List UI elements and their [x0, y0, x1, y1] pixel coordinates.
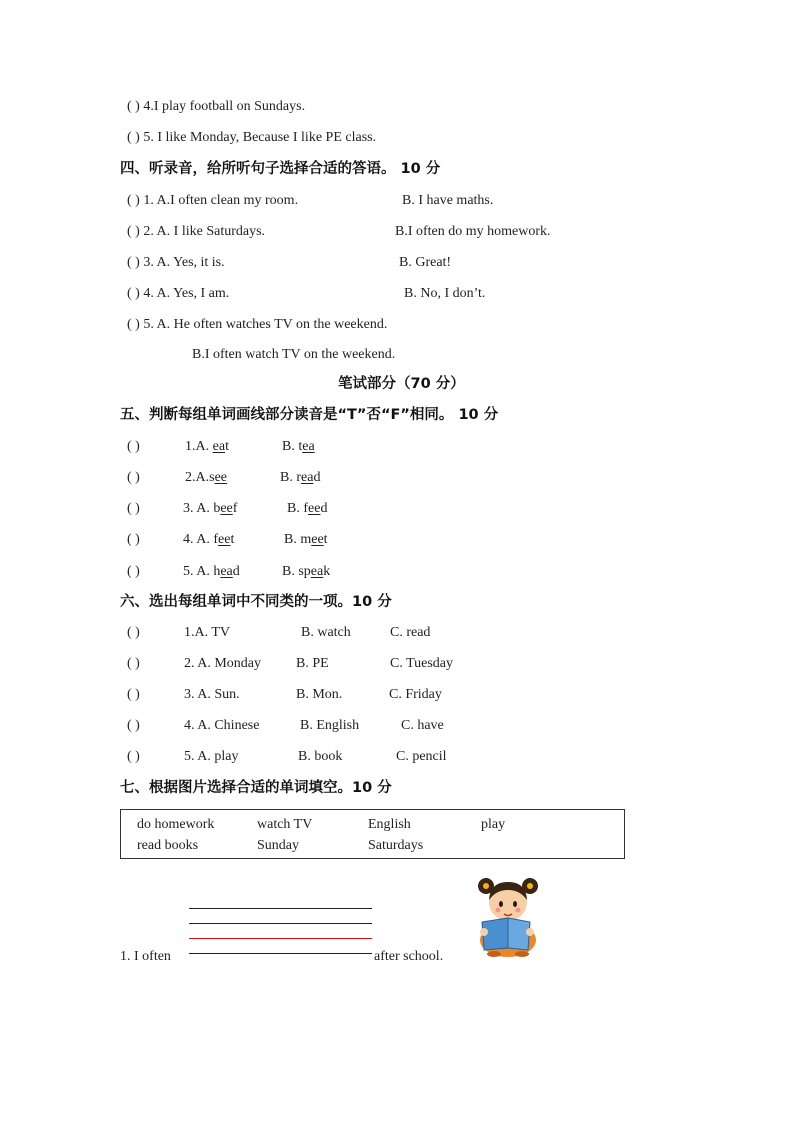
option-b: B. meet — [284, 532, 328, 547]
answer-paren[interactable]: ( ) — [127, 193, 140, 208]
s5-item-5 — [127, 563, 527, 581]
answer-paren[interactable]: ( ) — [127, 470, 140, 485]
option-b: B. Mon. — [296, 687, 343, 702]
option-a: 2. A. Monday — [184, 656, 261, 671]
s4-item-3 — [127, 254, 727, 272]
answer-paren[interactable]: ( ) — [127, 224, 140, 239]
answer-paren[interactable]: ( ) — [127, 718, 140, 733]
s3-item-5 — [127, 129, 376, 147]
section6-heading: 六、选出每组单词中不同类的一项。10 分 — [120, 594, 392, 610]
word-bank-item: play — [481, 817, 506, 832]
s4-item-4 — [127, 285, 727, 303]
s6-item-3 — [127, 686, 527, 704]
s6-item-4 — [127, 717, 527, 735]
s5-item-2 — [127, 469, 527, 487]
s5-item-4 — [127, 531, 527, 549]
s4-item-1 — [127, 192, 727, 210]
reading-child-illustration — [472, 874, 544, 958]
section4-heading: 四、听录音，给所听句子选择合适的答语。 10 分 — [120, 161, 441, 177]
option-b: B. English — [300, 718, 360, 733]
option-b: B. I have maths. — [402, 193, 494, 208]
writing-guide-line-3 — [189, 938, 372, 939]
option-b: B. speak — [282, 564, 331, 579]
word-bank-item: read books — [137, 838, 199, 853]
option-a: 4. A. Chinese — [184, 718, 260, 733]
option-a: 2. A. I like Saturdays. — [143, 224, 266, 239]
answer-paren[interactable]: ( ) — [127, 564, 140, 579]
option-b: B. book — [298, 749, 343, 764]
word-bank-item: Saturdays — [368, 838, 424, 853]
option-b: B. read — [280, 470, 321, 485]
option-c: C. pencil — [396, 749, 447, 764]
option-a: 3. A. Yes, it is. — [143, 255, 225, 270]
s4-item-5 — [127, 316, 727, 334]
option-a: 1.A. TV — [184, 625, 231, 640]
section7-heading: 七、根据图片选择合适的单词填空。10 分 — [120, 780, 392, 796]
word-bank-item: watch TV — [257, 817, 313, 832]
option-b: B.I often do my homework. — [395, 224, 551, 239]
option-a: 3. A. Sun. — [184, 687, 240, 702]
s3-item-4 — [127, 98, 305, 116]
s6-item-1 — [127, 624, 527, 642]
option-a: 4. A. feet — [183, 532, 235, 547]
option-b: B. No, I don’t. — [404, 286, 486, 301]
option-b: B. watch — [301, 625, 351, 640]
q7-1-suffix: after school. — [374, 949, 444, 964]
word-bank-item: Sunday — [257, 838, 299, 853]
word-bank-item: do homework — [137, 817, 215, 832]
option-c: C. Friday — [389, 687, 442, 702]
option-a: 3. A. beef — [183, 501, 238, 516]
option-b: B. tea — [282, 439, 315, 454]
option-a: 4. A. Yes, I am. — [143, 286, 230, 301]
option-c: C. read — [390, 625, 431, 640]
option-a: 2.A.see — [185, 470, 227, 485]
s5-item-3 — [127, 500, 527, 518]
sentence: 4.I play football on Sundays. — [143, 99, 306, 114]
word-bank-item: English — [368, 817, 411, 832]
q7-1-prefix: 1. I often — [120, 949, 171, 964]
option-a: 1.A. eat — [185, 439, 229, 454]
writing-guide-line-2 — [189, 923, 372, 924]
answer-paren[interactable]: ( ) — [127, 286, 140, 301]
answer-paren[interactable]: ( ) — [127, 99, 140, 114]
word-bank-box — [120, 809, 625, 859]
option-a: 5. A. He often watches TV on the weekend. — [143, 317, 388, 332]
option-b: B. feed — [287, 501, 328, 516]
answer-paren[interactable]: ( ) — [127, 317, 140, 332]
option-a: 5. A. head — [183, 564, 240, 579]
s4-item-2 — [127, 223, 727, 241]
option-a: 5. A. play — [184, 749, 239, 764]
s6-item-5 — [127, 748, 527, 766]
s4-item-5-option-b: B.I often watch TV on the weekend. — [192, 347, 396, 362]
writing-guide-line-1 — [189, 908, 372, 909]
section5-heading: 五、判断每组单词画线部分读音是“T”否“F”相同。 10 分 — [120, 407, 499, 423]
s5-item-1 — [127, 438, 527, 456]
option-c: C. Tuesday — [390, 656, 454, 671]
writing-guide-line-4[interactable] — [189, 953, 372, 954]
option-a: 1. A.I often clean my room. — [143, 193, 299, 208]
answer-paren[interactable]: ( ) — [127, 501, 140, 516]
written-part-title: 笔试部分（70 分） — [338, 376, 465, 392]
option-c: C. have — [401, 718, 444, 733]
answer-paren[interactable]: ( ) — [127, 130, 140, 145]
answer-paren[interactable]: ( ) — [127, 255, 140, 270]
s6-item-2 — [127, 655, 527, 673]
answer-paren[interactable]: ( ) — [127, 687, 140, 702]
sentence: 5. I like Monday, Because I like PE class. — [143, 130, 377, 145]
option-b: B. PE — [296, 656, 329, 671]
answer-paren[interactable]: ( ) — [127, 656, 140, 671]
answer-paren[interactable]: ( ) — [127, 439, 140, 454]
answer-paren[interactable]: ( ) — [127, 625, 140, 640]
answer-paren[interactable]: ( ) — [127, 532, 140, 547]
answer-paren[interactable]: ( ) — [127, 749, 140, 764]
option-b: B. Great! — [399, 255, 452, 270]
